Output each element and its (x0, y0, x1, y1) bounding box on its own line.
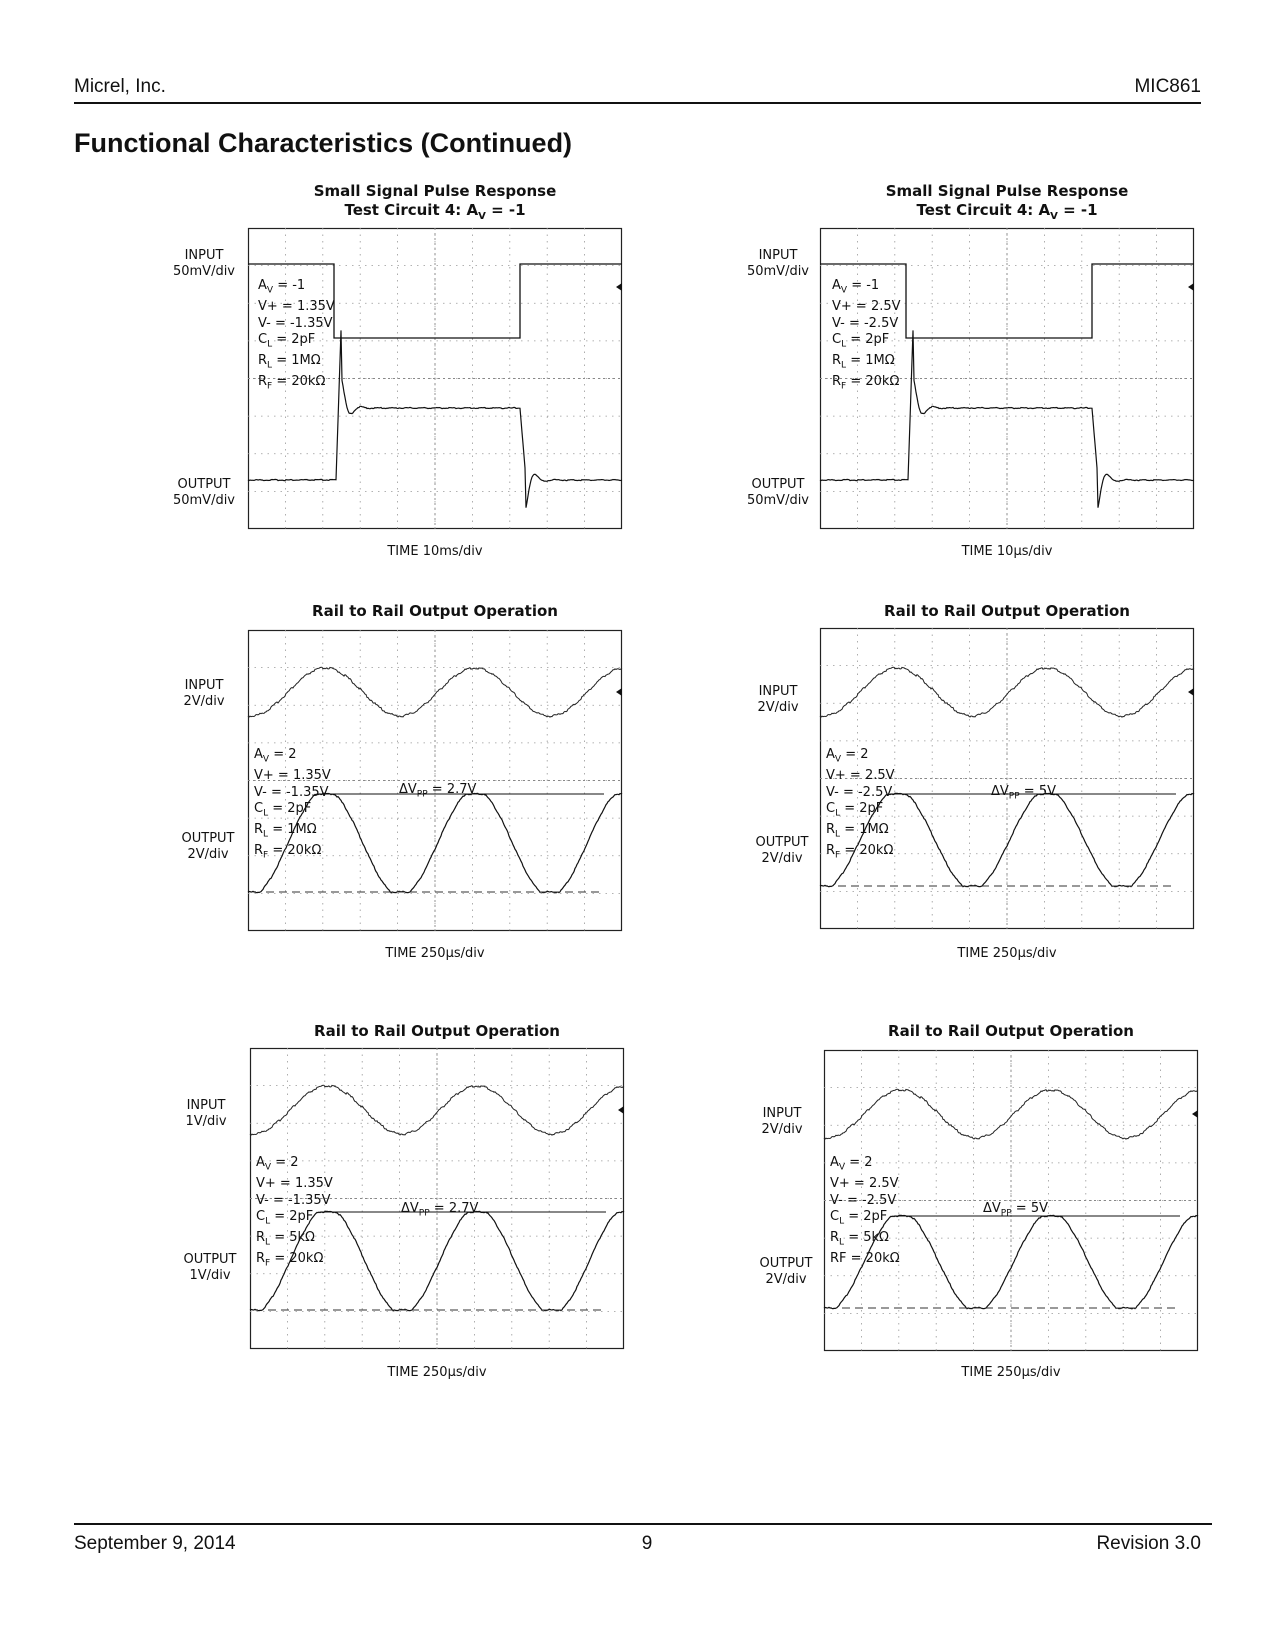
plot6-output-label: OUTPUT 2V/div (759, 1256, 813, 1287)
footer-rule (74, 1523, 1212, 1525)
plot3-input-label: INPUT 2V/div (183, 678, 225, 709)
trigger-marker-icon (1188, 283, 1194, 291)
plot1-params: $A_V = -1$ V+ = 1.35V V- = -1.35V $C_L = 2pF$ $R_L = 1M\Omega$ $R_F = 20k\Omega$ (258, 278, 335, 392)
plot5-title: Rail to Rail Output Operation (314, 1022, 560, 1040)
header-part-number: MIC861 (1134, 76, 1201, 97)
plot4-time-label: TIME 250µs/div (957, 946, 1057, 961)
plot1-time-label: TIME 10ms/div (387, 544, 483, 559)
plot6-dvpp: $\Delta V_{PP} = 5V$ (983, 1201, 1048, 1219)
plot2-time-label: TIME 10µs/div (961, 544, 1053, 559)
plot2-params: $A_V = -1$ V+ = 2.5V V- = -2.5V $C_L = 2pF$ $R_L = 1M\Omega$ $R_F = 20k\Omega$ (832, 278, 901, 392)
footer-page-number: 9 (641, 1533, 653, 1554)
plot5-time-label: TIME 250µs/div (387, 1365, 487, 1380)
plot1-title: Small Signal Pulse Response Test Circuit 4: $A_V = -1$ (313, 182, 557, 222)
plot6-params: $A_V = 2$ V+ = 2.5V V- = -2.5V $C_L = 2pF$ $R_L = 5k\Omega$ RF = 20kΩ (830, 1155, 900, 1267)
header-company: Micrel, Inc. (74, 76, 166, 97)
plot2-title: Small Signal Pulse Response Test Circuit 4: $A_V = -1$ (885, 182, 1129, 222)
trigger-marker-icon (1188, 688, 1194, 696)
input-trace (250, 1085, 624, 1135)
input-trace (248, 667, 622, 717)
footer-date: September 9, 2014 (74, 1533, 236, 1554)
plot6-input-label: INPUT 2V/div (761, 1106, 803, 1137)
trigger-marker-icon (618, 1106, 624, 1114)
plot5-input-label: INPUT 1V/div (185, 1098, 227, 1129)
plot5-output-label: OUTPUT 1V/div (183, 1252, 237, 1283)
plot4-dvpp: $\Delta V_{PP} = 5V$ (991, 784, 1056, 802)
plot4-input-label: INPUT 2V/div (757, 684, 799, 715)
plot2-input-label: INPUT 50mV/div (746, 248, 810, 279)
plot3-output-label: OUTPUT 2V/div (181, 831, 235, 862)
plot5-params: $A_V = 2$ V+ = 1.35V V- = -1.35V $C_L = 2pF$ $R_L = 5k\Omega$ $R_F = 20k\Omega$ (256, 1155, 333, 1269)
trigger-marker-icon (616, 688, 622, 696)
plot4-params: $A_V = 2$ V+ = 2.5V V- = -2.5V $C_L = 2pF$ $R_L = 1M\Omega$ $R_F = 20k\Omega$ (826, 747, 895, 861)
plot3-params: $A_V = 2$ V+ = 1.35V V- = -1.35V $C_L = 2pF$ $R_L = 1M\Omega$ $R_F = 20k\Omega$ (254, 747, 331, 861)
plot2-output-label: OUTPUT 50mV/div (746, 477, 810, 508)
plot3-title: Rail to Rail Output Operation (312, 602, 558, 620)
plot4-title: Rail to Rail Output Operation (884, 602, 1130, 620)
plot3-dvpp: $\Delta V_{PP} = 2.7V$ (399, 782, 477, 800)
plot3-time-label: TIME 250µs/div (385, 946, 485, 961)
footer-revision: Revision 3.0 (1096, 1533, 1201, 1554)
trigger-marker-icon (616, 283, 622, 291)
plot6-time-label: TIME 250µs/div (961, 1365, 1061, 1380)
plot1-output-label: OUTPUT 50mV/div (172, 477, 236, 508)
trigger-marker-icon (1192, 1110, 1198, 1118)
plot5-dvpp: $\Delta V_{PP} = 2.7V$ (401, 1201, 479, 1219)
header-rule (74, 102, 1201, 104)
plot1-input-label: INPUT 50mV/div (172, 248, 236, 279)
section-title: Functional Characteristics (Continued) (74, 128, 573, 158)
plot4-output-label: OUTPUT 2V/div (755, 835, 809, 866)
plot6-title: Rail to Rail Output Operation (888, 1022, 1134, 1040)
